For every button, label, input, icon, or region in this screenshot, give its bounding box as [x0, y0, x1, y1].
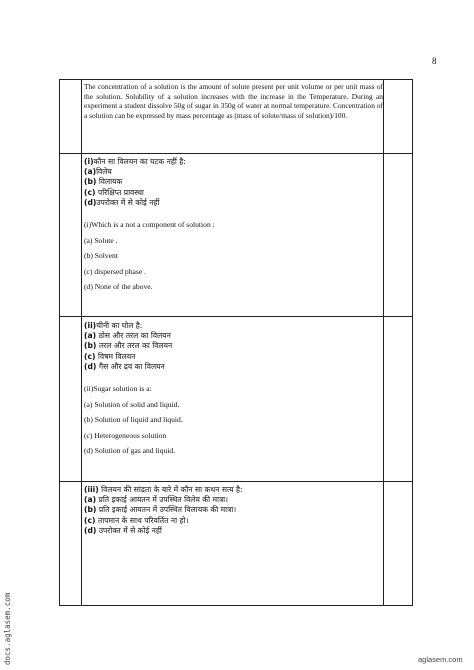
english-question: (ii)Sugar solution is a: [84, 384, 152, 394]
hindi-question: (ii)चीनी का घोल है: [84, 321, 143, 330]
table-row-divider [59, 316, 413, 317]
table-column-divider [383, 79, 384, 606]
english-option: (a) Solution of solid and liquid. [84, 399, 180, 409]
hindi-option: (a) प्रति इकाई आयतन में उपस्थित विलेय की मात्रा। [84, 495, 229, 505]
hindi-option: (b) तरल और तरल का विलयन [84, 341, 173, 351]
passage-text: The concentration of a solution is the amount of solute present per unit volume or per unit mass of the solution. Solubility of a solution increases with the increase in the Temperature. During an experiment a student dissolve 50g of sugar in 350g of water at normal temperature. Concentration of a solution can be expressed by mass percentage as (mass of solute/mass of solution)/100. [84, 82, 383, 120]
hindi-option: (b) प्रति इकाई आयतन में उपस्थित विलायक की मात्रा। [84, 505, 237, 515]
question-block [84, 485, 383, 536]
watermark-right: aglasem.com [418, 655, 463, 664]
table-row-divider [59, 481, 413, 482]
hindi-option: (a)विलेय [84, 167, 112, 177]
english-option: (d) None of the above. [84, 282, 153, 292]
hindi-option: (a) ठोस और तरल का विलयन [84, 331, 171, 341]
question-block [84, 157, 383, 295]
hindi-option: (c) परिक्षिप्त प्रावस्था [84, 187, 144, 197]
hindi-question: (iii) विलयन की सांद्रता के बारे में कौन सा कथन सत्य है: [84, 485, 243, 494]
english-question: (i)Which is a not a component of solution : [84, 220, 215, 230]
english-option: (b) Solvent [84, 251, 118, 261]
question-block [84, 321, 383, 459]
hindi-option: (c) तापमान के साथ परिवर्तित ना हो। [84, 515, 189, 525]
watermark-left: docs.aglasem.com [3, 592, 12, 665]
hindi-option: (b) विलायक [84, 177, 123, 187]
hindi-question: (i)कौन सा विलयन का घटक नहीं है: [84, 157, 186, 166]
english-option: (d) Solution of gas and liquid. [84, 446, 176, 456]
hindi-option: (d)उपरोक्त में से कोई नहीं [84, 197, 160, 207]
page-number: 8 [432, 56, 437, 66]
english-option: (b) Solution of liquid and liquid. [84, 415, 183, 425]
hindi-option: (d) उपरोक्त में से कोई नहीं [84, 525, 162, 535]
table-row-divider [59, 79, 413, 80]
question-table [59, 79, 413, 606]
english-option: (c) Heterogeneous solution [84, 430, 167, 440]
english-option: (c) dispersed phase . [84, 266, 146, 276]
table-row-divider [59, 605, 413, 606]
table-border-left [59, 79, 60, 606]
hindi-option: (d) गैस और द्रव का विलयन [84, 361, 165, 371]
table-row-divider [59, 153, 413, 154]
english-option: (a) Solute . [84, 235, 118, 245]
table-column-divider [81, 79, 82, 606]
hindi-option: (c) विषम विलयन [84, 351, 136, 361]
table-border-right [412, 79, 413, 606]
